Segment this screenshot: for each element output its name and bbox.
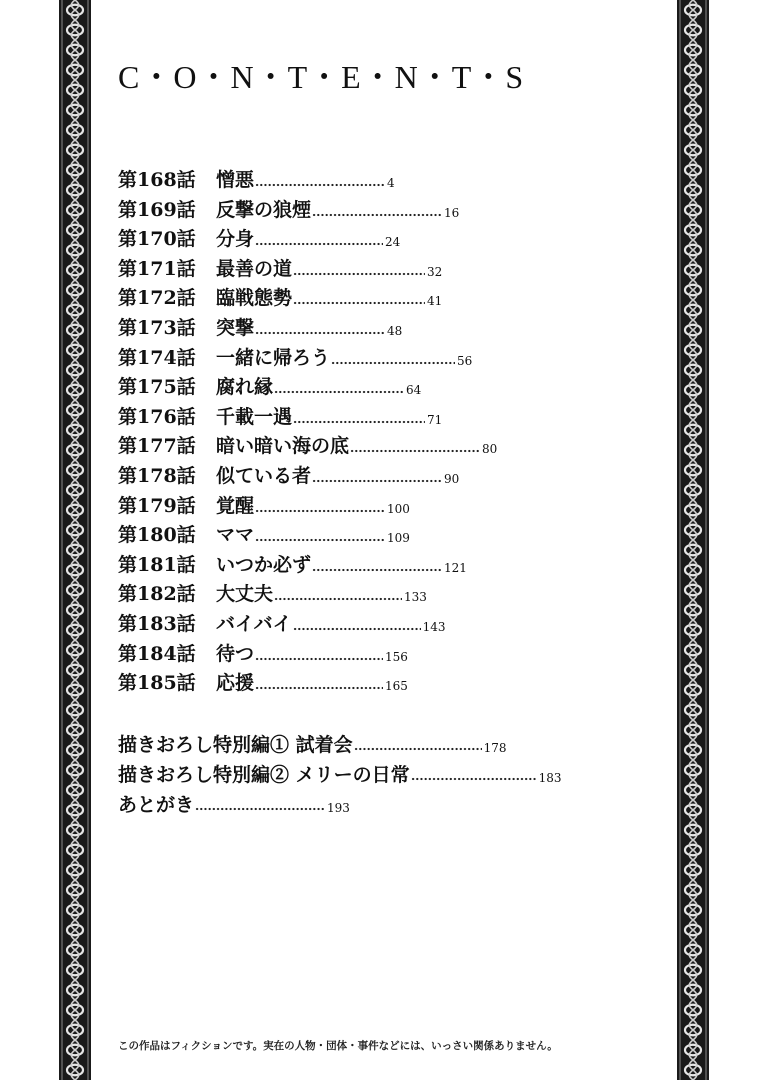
chapter-number: 第182話 bbox=[118, 583, 196, 606]
chapter-number: 第185話 bbox=[118, 672, 196, 695]
chapter-title: 反撃の狼煙 bbox=[216, 198, 312, 221]
chapter-title: 千載一遇 bbox=[216, 405, 293, 428]
dot-leader bbox=[312, 551, 442, 581]
extra-row bbox=[118, 790, 658, 820]
extra-row bbox=[118, 760, 658, 790]
chapter-row bbox=[118, 669, 638, 699]
chapter-title: 待つ bbox=[216, 642, 255, 665]
dot-leader bbox=[293, 255, 425, 285]
chapter-title: 腐れ縁 bbox=[216, 376, 274, 399]
chapter-row bbox=[118, 492, 638, 522]
chapter-number: 第171話 bbox=[118, 257, 196, 280]
chapter-list bbox=[118, 166, 638, 699]
chapter-title: 暗い暗い海の底 bbox=[216, 435, 350, 458]
page-number: 156 bbox=[385, 649, 408, 664]
chapter-row bbox=[118, 580, 638, 610]
extras-list bbox=[118, 730, 658, 820]
chapter-number: 第181話 bbox=[118, 553, 196, 576]
chapter-row bbox=[118, 344, 638, 374]
chapter-number: 第180話 bbox=[118, 524, 196, 547]
page-number: 90 bbox=[444, 471, 460, 486]
dot-leader bbox=[293, 610, 421, 640]
chapter-number: 第172話 bbox=[118, 287, 196, 310]
page-number: 16 bbox=[444, 205, 460, 220]
chapter-row bbox=[118, 640, 638, 670]
dot-leader bbox=[293, 403, 425, 433]
chapter-title: 突撃 bbox=[216, 316, 255, 339]
fiction-disclaimer: この作品はフィクションです。実在の人物・団体・事件などには、いっさい関係ありません。 bbox=[118, 1040, 558, 1052]
page-number: 109 bbox=[387, 531, 410, 546]
chapter-title: 似ている者 bbox=[216, 464, 312, 487]
chapter-number: 第178話 bbox=[118, 464, 196, 487]
dot-leader bbox=[195, 790, 325, 820]
chapter-title: ママ bbox=[216, 524, 255, 547]
dot-leader bbox=[255, 225, 383, 255]
chapter-row bbox=[118, 196, 638, 226]
page-number: 143 bbox=[422, 619, 446, 634]
page-number: 56 bbox=[457, 353, 473, 368]
chapter-row bbox=[118, 373, 638, 403]
page-number: 183 bbox=[538, 771, 562, 785]
extra-title: 描きおろし特別編① 試着会 bbox=[118, 734, 353, 756]
page-number: 121 bbox=[444, 560, 467, 575]
dot-leader bbox=[354, 730, 482, 760]
dot-leader bbox=[255, 492, 385, 522]
decorative-border-left bbox=[58, 0, 92, 1080]
chapter-row bbox=[118, 314, 638, 344]
page-number: 133 bbox=[404, 590, 427, 605]
dot-leader bbox=[255, 640, 383, 670]
chapter-title: 臨戦態勢 bbox=[216, 287, 293, 310]
chapter-row bbox=[118, 225, 638, 255]
chapter-title: 分身 bbox=[216, 228, 255, 251]
chapter-row bbox=[118, 432, 638, 462]
dot-leader bbox=[331, 344, 455, 374]
chapter-number: 第183話 bbox=[118, 612, 196, 635]
chapter-row bbox=[118, 284, 638, 314]
extra-title: 描きおろし特別編② メリーの日常 bbox=[118, 764, 410, 786]
chapter-title: 最善の道 bbox=[216, 257, 293, 280]
chapter-row bbox=[118, 551, 638, 581]
dot-leader bbox=[350, 432, 480, 462]
dot-leader bbox=[312, 196, 442, 226]
chapter-row bbox=[118, 255, 638, 285]
chapter-number: 第177話 bbox=[118, 435, 196, 458]
chapter-title: 応援 bbox=[216, 672, 255, 695]
extra-title: あとがき bbox=[118, 794, 195, 816]
page-number: 24 bbox=[385, 235, 401, 250]
page-number: 41 bbox=[427, 294, 443, 309]
dot-leader bbox=[255, 166, 385, 196]
chapter-row bbox=[118, 610, 638, 640]
chapter-number: 第168話 bbox=[118, 169, 196, 191]
dot-leader bbox=[274, 580, 402, 610]
chapter-row bbox=[118, 462, 638, 492]
page-number: 193 bbox=[327, 801, 350, 815]
chapter-title: 覚醒 bbox=[216, 494, 255, 517]
dot-leader bbox=[293, 284, 425, 314]
chapter-number: 第174話 bbox=[118, 346, 196, 369]
extra-row bbox=[118, 730, 658, 760]
chapter-row bbox=[118, 166, 638, 196]
page-number: 32 bbox=[427, 264, 443, 279]
chapter-number: 第184話 bbox=[118, 642, 196, 665]
page-number: 100 bbox=[387, 501, 410, 516]
dot-leader bbox=[255, 314, 385, 344]
chapter-number: 第175話 bbox=[118, 376, 196, 399]
decorative-border-right bbox=[676, 0, 710, 1080]
page-number: 71 bbox=[427, 412, 443, 427]
page-number: 80 bbox=[482, 442, 498, 457]
dot-leader bbox=[411, 760, 537, 790]
page-number: 48 bbox=[387, 323, 403, 338]
chapter-title: バイバイ bbox=[216, 612, 292, 635]
dot-leader bbox=[255, 521, 385, 551]
chapter-number: 第170話 bbox=[118, 228, 196, 251]
page-number: 64 bbox=[406, 383, 422, 398]
chapter-number: 第173話 bbox=[118, 316, 196, 339]
chapter-number: 第169話 bbox=[118, 198, 196, 221]
chapter-title: 一緒に帰ろう bbox=[216, 346, 331, 369]
chapter-title: いつか必ず bbox=[216, 553, 312, 576]
page-number: 4 bbox=[387, 176, 395, 190]
chapter-row bbox=[118, 521, 638, 551]
chapter-row bbox=[118, 403, 638, 433]
contents-title: C・O・N・T・E・N・T・S bbox=[118, 59, 525, 95]
dot-leader bbox=[255, 669, 383, 699]
page-number: 165 bbox=[385, 679, 408, 694]
dot-leader bbox=[312, 462, 442, 492]
page-number: 178 bbox=[483, 741, 507, 755]
dot-leader bbox=[274, 373, 404, 403]
chapter-number: 第176話 bbox=[118, 405, 196, 428]
chapter-title: 憎悪 bbox=[216, 169, 255, 191]
chapter-number: 第179話 bbox=[118, 494, 196, 517]
chapter-title: 大丈夫 bbox=[216, 583, 274, 606]
